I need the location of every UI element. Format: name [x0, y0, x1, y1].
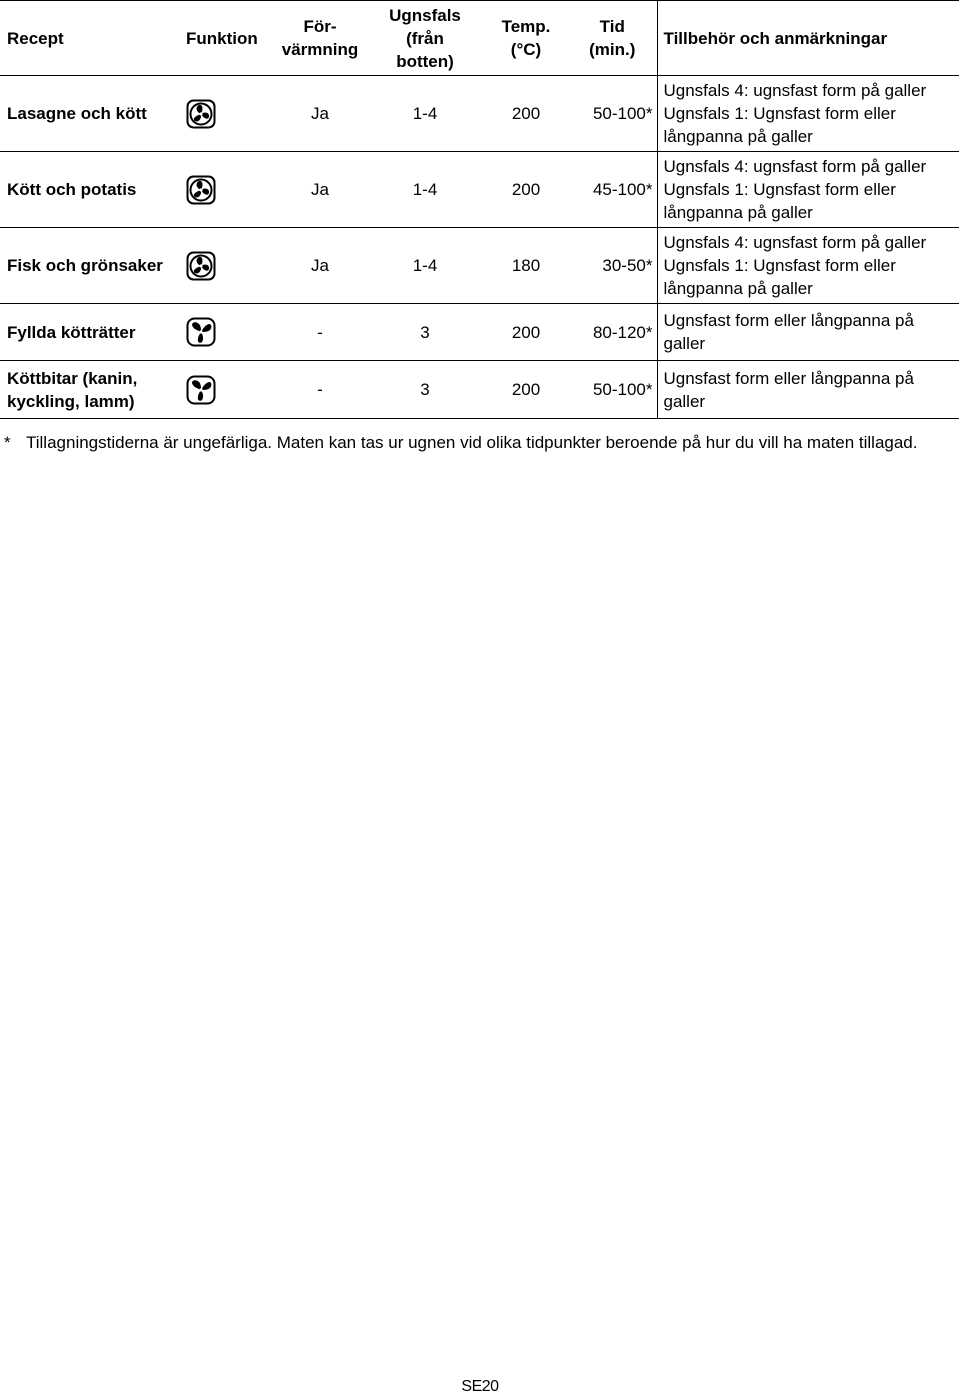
page-number: SE20	[461, 1378, 499, 1395]
footnote-text: Tillagningstiderna är ungefärliga. Maten kan tas ur ugnen vid olika tidpunkter beroende på hur du vill ha maten tillagad.	[26, 433, 918, 452]
accessories-notes: Ugnsfals 4: ugnsfast form på galler Ugnsfals 1: Ugnsfast form eller långpanna på galler	[657, 76, 959, 152]
recipe-name: Fisk och grönsaker	[0, 228, 184, 304]
header-temp: Temp. (°C)	[480, 1, 572, 76]
table-row	[0, 361, 959, 419]
fan-ring-icon	[186, 175, 216, 205]
table-row	[0, 76, 959, 152]
shelf-value: 1-4	[370, 228, 480, 304]
table-row	[0, 152, 959, 228]
fan-icon	[186, 375, 216, 405]
header-forvarmning: För- värmning	[270, 1, 370, 76]
preheat-value: Ja	[270, 76, 370, 152]
temperature-value: 200	[480, 304, 572, 361]
time-value: 30-50*	[572, 228, 657, 304]
recipe-table	[0, 0, 959, 419]
preheat-value: -	[270, 361, 370, 419]
preheat-value: Ja	[270, 152, 370, 228]
temperature-value: 200	[480, 76, 572, 152]
table-body	[0, 76, 959, 419]
header-funktion: Funktion	[184, 1, 270, 76]
header-recept: Recept	[0, 1, 184, 76]
function-icon-cell	[184, 304, 270, 361]
temperature-value: 200	[480, 152, 572, 228]
recipe-name: Köttbitar (kanin, kyckling, lamm)	[0, 361, 184, 419]
header-tid: Tid (min.)	[572, 1, 657, 76]
accessories-notes: Ugnsfals 4: ugnsfast form på galler Ugnsfals 1: Ugnsfast form eller långpanna på galler	[657, 152, 959, 228]
time-value: 50-100*	[572, 361, 657, 419]
fan-icon	[186, 317, 216, 347]
function-icon-cell	[184, 76, 270, 152]
footnote-symbol: *	[4, 433, 11, 452]
header-tillbehor: Tillbehör och anmärkningar	[657, 1, 959, 76]
temperature-value: 200	[480, 361, 572, 419]
function-icon-cell	[184, 361, 270, 419]
header-ugnsfals: Ugnsfals (från botten)	[370, 1, 480, 76]
shelf-value: 3	[370, 361, 480, 419]
recipe-name: Kött och potatis	[0, 152, 184, 228]
recipe-name: Fyllda kötträtter	[0, 304, 184, 361]
function-icon-cell	[184, 152, 270, 228]
fan-ring-icon	[186, 99, 216, 129]
preheat-value: -	[270, 304, 370, 361]
table-header-row	[0, 1, 959, 76]
accessories-notes: Ugnsfast form eller långpanna på galler	[657, 304, 959, 361]
shelf-value: 3	[370, 304, 480, 361]
time-value: 50-100*	[572, 76, 657, 152]
recipe-name: Lasagne och kött	[0, 76, 184, 152]
function-icon-cell	[184, 228, 270, 304]
footnote	[4, 432, 944, 454]
temperature-value: 180	[480, 228, 572, 304]
accessories-notes: Ugnsfals 4: ugnsfast form på galler Ugnsfals 1: Ugnsfast form eller långpanna på galler	[657, 228, 959, 304]
table-row	[0, 228, 959, 304]
fan-ring-icon	[186, 251, 216, 281]
table-row	[0, 304, 959, 361]
accessories-notes: Ugnsfast form eller långpanna på galler	[657, 361, 959, 419]
time-value: 45-100*	[572, 152, 657, 228]
shelf-value: 1-4	[370, 152, 480, 228]
time-value: 80-120*	[572, 304, 657, 361]
preheat-value: Ja	[270, 228, 370, 304]
shelf-value: 1-4	[370, 76, 480, 152]
